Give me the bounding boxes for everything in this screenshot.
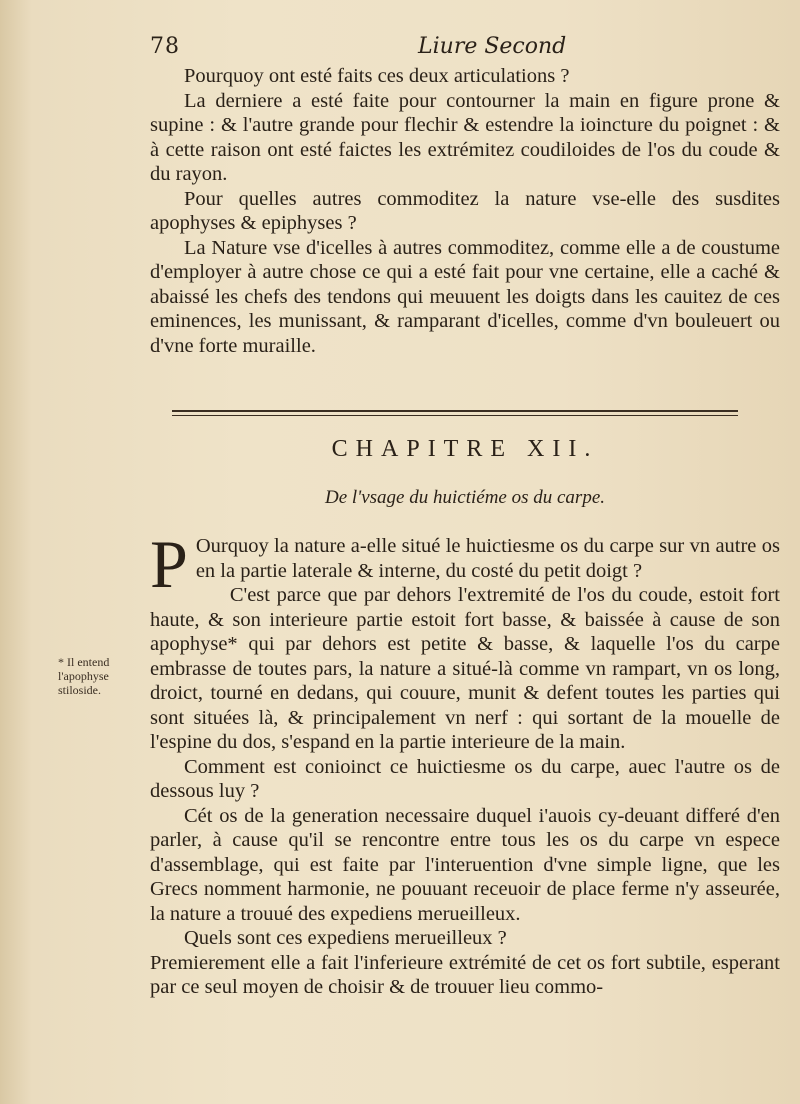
chapter-body	[150, 526, 780, 1000]
answer-paragraph: La derniere a esté faite pour contourner la main en figure prone & supine : & l'autre grande pour flechir & estendre la ioincture du poignet : & à cette raison ont esté faictes les extrémitez coudiloides de l'os du coude & du rayon.	[150, 89, 780, 185]
chapter-title: CHAPITRE XII.	[331, 436, 599, 462]
page-header	[150, 34, 750, 64]
section-divider	[172, 410, 738, 416]
answer-paragraph: C'est parce que par dehors l'extremité de l'os du coude, estoit fort haute, & son interieure partie estoit fort basse, & baissée à cause de son apophyse* qui par dehors est petite & basse, & laquelle l'os du carpe embrasse de toutes pars, la nature a situé-là comme vn rampart, vn os long, droict, tourné en dedans, qui couure, munit & defent toutes les parties qui sont situées là, & principalement vn nerf : qui sortant de la mouelle de l'espine du dos, s'espand en la partie interieure de la main.	[150, 584, 780, 753]
question-paragraph: Pour quelles autres commoditez la nature vse-elle des susdites apophyses & epiphyses ?	[150, 187, 780, 234]
answer-paragraph: Premierement elle a fait l'inferieure extrémité de cet os fort subtile, esperant par ce seul moyen de choisir & de trouuer lieu commo-	[150, 951, 780, 998]
opening-text: Ourquoy la nature a-elle situé le huictiesme os du carpe sur vn autre os en la partie laterale & interne, du costé du petit doigt ?	[195, 535, 780, 582]
answer-paragraph: Cét os de la generation necessaire duquel i'auois cy-deuant differé d'en parler, à cause qu'il se rencontre entre tous les os du carpe vn espece d'assemblage, qui est faite par l'interuention d'vne simple ligne, que les Grecs nomment harmonie, ne pouuant receuoir de place ferme n'y asseurée, la nature a trouué des expediens merueilleux.	[150, 804, 780, 925]
top-section	[150, 64, 780, 358]
question-paragraph: Pourquoy ont esté faits ces deux articulations ?	[184, 65, 570, 87]
question-paragraph: Quels sont ces expediens merueilleux ?	[184, 927, 507, 949]
margin-note: * Il entend l'apophyse stiloside.	[58, 655, 110, 697]
question-paragraph: Comment est conioinct ce huictiesme os du carpe, auec l'autre os de dessous luy ?	[150, 755, 780, 802]
chapter-subtitle: De l'vsage du huictiéme os du carpe.	[324, 487, 606, 508]
opening-paragraph	[150, 526, 780, 602]
drop-cap: P	[150, 526, 188, 602]
running-title: Liure Second	[418, 34, 567, 59]
page-number: 78	[150, 34, 180, 59]
answer-paragraph: La Nature vse d'icelles à autres commoditez, comme elle a de coustume d'employer à autre chose ce qui a esté fait pour vne certaine, elle a caché & abaissé les chefs des tendons qui meuuent les doigts dans les cauitez de ces eminences, les munissant, & ramparant d'icelles, comme d'vn bouleuert ou d'vne forte muraille.	[150, 236, 780, 357]
